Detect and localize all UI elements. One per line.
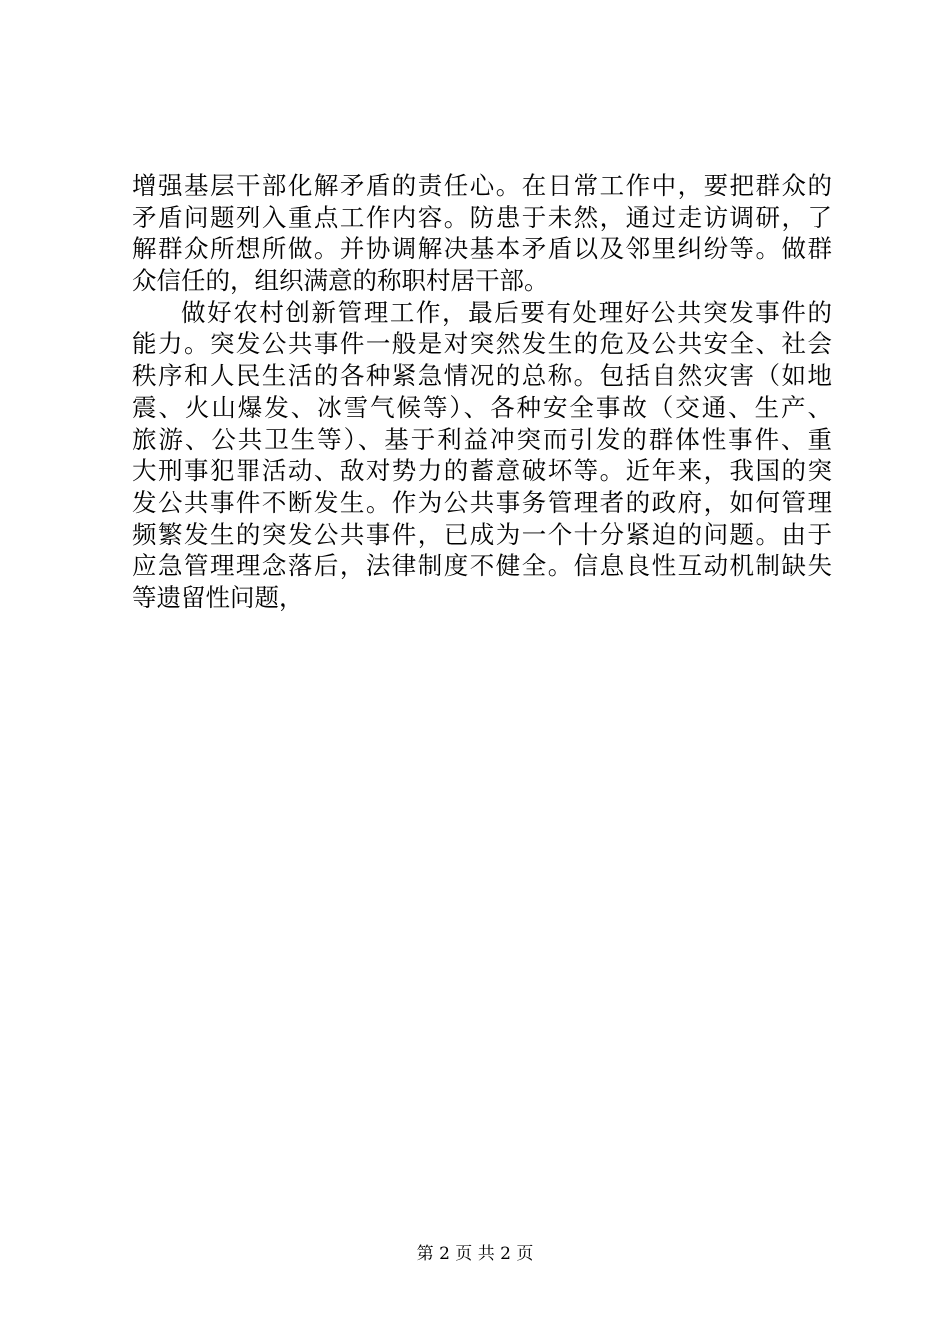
page-number-label: 第 2 页 共 2 页: [416, 1244, 534, 1264]
paragraph-line: 应急管理理念落后，法律制度不健全。信息良性互动机制缺失: [132, 551, 832, 581]
paragraph-line: 众信任的，组织满意的称职村居干部。: [132, 266, 549, 296]
paragraph-line: 旅游、公共卫生等）、基于利益冲突而引发的群体性事件、重: [132, 424, 832, 454]
paragraph-line: 震、火山爆发、冰雪气候等）、各种安全事故（交通、生产、: [132, 392, 832, 422]
paragraph-line: 做好农村创新管理工作，最后要有处理好公共突发事件的: [181, 297, 832, 327]
body-text: [132, 170, 832, 614]
paragraph-line: 发公共事件不断发生。作为公共事务管理者的政府，如何管理: [132, 487, 832, 517]
paragraph-line: 秩序和人民生活的各种紧急情况的总称。包括自然灾害（如地: [132, 361, 832, 391]
paragraph-line: 等遗留性问题，: [132, 582, 304, 612]
paragraph-line: 能力。突发公共事件一般是对突然发生的危及公共安全、社会: [132, 329, 832, 359]
paragraph-line: 频繁发生的突发公共事件，已成为一个十分紧迫的问题。由于: [132, 519, 832, 549]
paragraph-line: 矛盾问题列入重点工作内容。防患于未然，通过走访调研，了: [132, 202, 832, 232]
page-footer: [0, 1242, 950, 1266]
paragraph-1: [132, 170, 832, 297]
paragraph-line: 大刑事犯罪活动、敌对势力的蓄意破坏等。近年来，我国的突: [132, 456, 832, 486]
paragraph-2: [132, 297, 832, 614]
paragraph-line: 增强基层干部化解矛盾的责任心。在日常工作中，要把群众的: [132, 171, 832, 200]
paragraph-line: 解群众所想所做。并协调解决基本矛盾以及邻里纠纷等。做群: [132, 234, 832, 264]
